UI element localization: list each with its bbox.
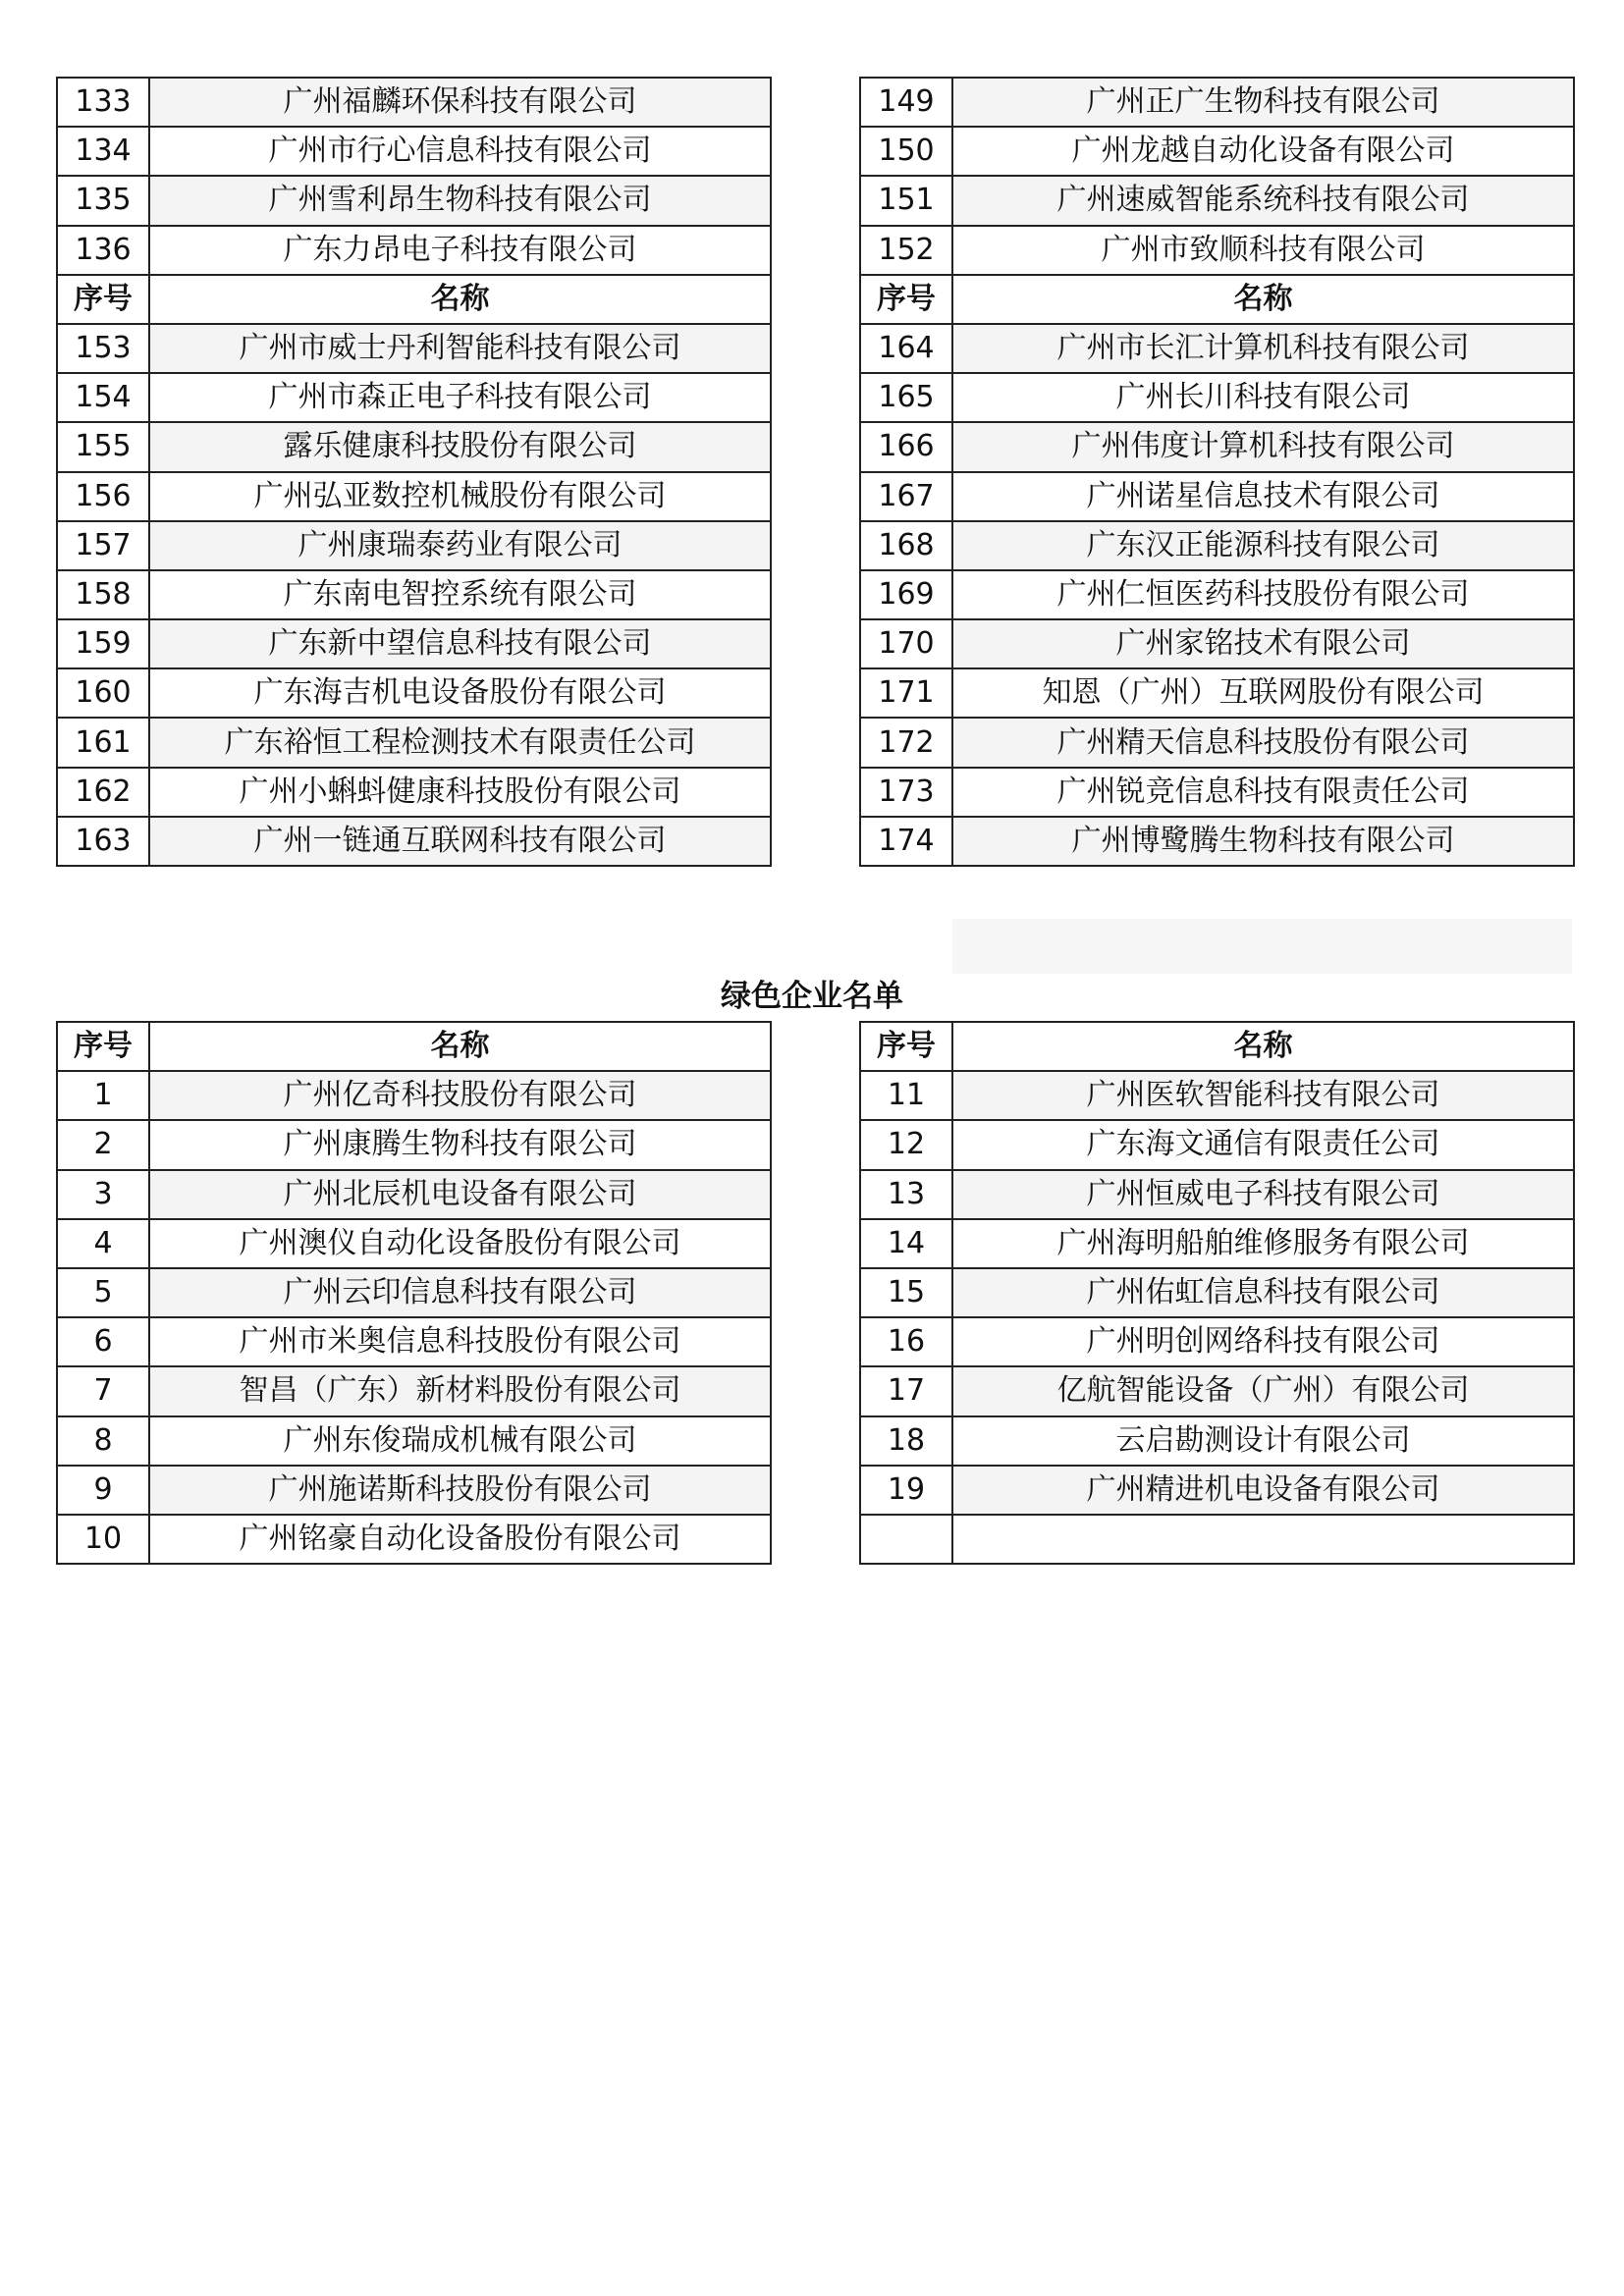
table-row — [57, 768, 771, 817]
table-row — [860, 127, 1574, 176]
row-number-cell: 173 — [860, 768, 952, 817]
company-name-cell: 露乐健康科技股份有限公司 — [149, 422, 771, 471]
row-number-cell: 3 — [57, 1170, 149, 1219]
company-name-cell: 广州铭豪自动化设备股份有限公司 — [149, 1515, 771, 1564]
table-row — [860, 1366, 1574, 1415]
table-row — [860, 521, 1574, 570]
table-row — [57, 226, 771, 275]
company-name-cell: 广州市行心信息科技有限公司 — [149, 127, 771, 176]
row-number-cell: 134 — [57, 127, 149, 176]
company-name-cell: 广东力昂电子科技有限公司 — [149, 226, 771, 275]
row-number-cell: 168 — [860, 521, 952, 570]
company-name-cell: 广州正广生物科技有限公司 — [952, 78, 1574, 127]
table-row — [860, 1416, 1574, 1466]
row-number-cell: 135 — [57, 176, 149, 225]
company-name-cell: 广州北辰机电设备有限公司 — [149, 1170, 771, 1219]
table-row — [57, 127, 771, 176]
table-row — [860, 1515, 1574, 1564]
company-name-cell: 广州云印信息科技有限公司 — [149, 1268, 771, 1317]
green-table-left — [56, 1021, 772, 1565]
enterprise-table-left — [56, 77, 772, 867]
row-number-cell: 11 — [860, 1071, 952, 1120]
row-number-cell: 163 — [57, 817, 149, 866]
column-header-name: 名称 — [952, 275, 1574, 324]
company-name-cell: 广东新中望信息科技有限公司 — [149, 619, 771, 668]
row-number-cell — [860, 1515, 952, 1564]
green-table-right — [859, 1021, 1575, 1565]
row-number-cell: 161 — [57, 718, 149, 767]
company-name-cell: 广州市长汇计算机科技有限公司 — [952, 324, 1574, 373]
table-row — [860, 422, 1574, 471]
company-name-cell: 广州家铭技术有限公司 — [952, 619, 1574, 668]
company-name-cell: 广州精进机电设备有限公司 — [952, 1466, 1574, 1515]
row-number-cell: 4 — [57, 1219, 149, 1268]
column-header-name: 名称 — [149, 1022, 771, 1071]
row-number-cell: 171 — [860, 668, 952, 718]
table-header-row — [57, 1022, 771, 1071]
table-row — [57, 472, 771, 521]
table-row — [57, 1170, 771, 1219]
green-table-left-body — [57, 1022, 771, 1564]
table-row — [57, 817, 771, 866]
table-row — [860, 619, 1574, 668]
row-number-cell: 167 — [860, 472, 952, 521]
row-number-cell: 155 — [57, 422, 149, 471]
company-name-cell: 广州福麟环保科技有限公司 — [149, 78, 771, 127]
row-number-cell: 2 — [57, 1120, 149, 1169]
row-number-cell: 157 — [57, 521, 149, 570]
table-header-row — [860, 1022, 1574, 1071]
row-number-cell: 8 — [57, 1416, 149, 1466]
table-row — [860, 1268, 1574, 1317]
row-number-cell: 1 — [57, 1071, 149, 1120]
company-name-cell: 亿航智能设备（广州）有限公司 — [952, 1366, 1574, 1415]
enterprise-table-right — [859, 77, 1575, 867]
table-row — [860, 373, 1574, 422]
row-number-cell: 154 — [57, 373, 149, 422]
table-row — [860, 1317, 1574, 1366]
company-name-cell: 广州明创网络科技有限公司 — [952, 1317, 1574, 1366]
company-name-cell: 广州精天信息科技股份有限公司 — [952, 718, 1574, 767]
row-number-cell: 169 — [860, 570, 952, 619]
company-name-cell: 广州长川科技有限公司 — [952, 373, 1574, 422]
company-name-cell: 广州市威士丹利智能科技有限公司 — [149, 324, 771, 373]
column-header-number: 序号 — [57, 1022, 149, 1071]
row-number-cell: 153 — [57, 324, 149, 373]
row-number-cell: 174 — [860, 817, 952, 866]
row-number-cell: 9 — [57, 1466, 149, 1515]
company-name-cell: 云启勘测设计有限公司 — [952, 1416, 1574, 1466]
row-number-cell: 13 — [860, 1170, 952, 1219]
table-header-row — [57, 275, 771, 324]
row-number-cell: 5 — [57, 1268, 149, 1317]
company-name-cell: 广东南电智控系统有限公司 — [149, 570, 771, 619]
row-number-cell: 158 — [57, 570, 149, 619]
table-row — [57, 570, 771, 619]
table-row — [57, 78, 771, 127]
company-name-cell: 广州博鹭腾生物科技有限公司 — [952, 817, 1574, 866]
company-name-cell: 广州龙越自动化设备有限公司 — [952, 127, 1574, 176]
green-enterprise-title: 绿色企业名单 — [721, 979, 903, 1014]
company-name-cell: 广州康瑞泰药业有限公司 — [149, 521, 771, 570]
table-row — [57, 1071, 771, 1120]
enterprise-table-left-body — [57, 78, 771, 866]
row-number-cell: 19 — [860, 1466, 952, 1515]
company-name-cell: 广州锐竞信息科技有限责任公司 — [952, 768, 1574, 817]
company-name-cell: 广州恒威电子科技有限公司 — [952, 1170, 1574, 1219]
table-row — [57, 324, 771, 373]
row-number-cell: 7 — [57, 1366, 149, 1415]
company-name-cell: 广州雪利昂生物科技有限公司 — [149, 176, 771, 225]
table-row — [57, 1466, 771, 1515]
table-row — [860, 570, 1574, 619]
table-row — [860, 1170, 1574, 1219]
company-name-cell: 广州弘亚数控机械股份有限公司 — [149, 472, 771, 521]
table-row — [860, 324, 1574, 373]
company-name-cell: 广州亿奇科技股份有限公司 — [149, 1071, 771, 1120]
column-header-number: 序号 — [860, 275, 952, 324]
row-number-cell: 17 — [860, 1366, 952, 1415]
row-number-cell: 166 — [860, 422, 952, 471]
company-name-cell — [952, 1515, 1574, 1564]
table-row — [57, 1120, 771, 1169]
row-number-cell: 156 — [57, 472, 149, 521]
table-row — [860, 472, 1574, 521]
table-row — [57, 1268, 771, 1317]
green-table-right-body — [860, 1022, 1574, 1564]
company-name-cell: 智昌（广东）新材料股份有限公司 — [149, 1366, 771, 1415]
company-name-cell: 广州施诺斯科技股份有限公司 — [149, 1466, 771, 1515]
company-name-cell: 广州市森正电子科技有限公司 — [149, 373, 771, 422]
row-number-cell: 162 — [57, 768, 149, 817]
row-number-cell: 133 — [57, 78, 149, 127]
column-header-name: 名称 — [952, 1022, 1574, 1071]
row-number-cell: 16 — [860, 1317, 952, 1366]
table-header-row — [860, 275, 1574, 324]
row-number-cell: 14 — [860, 1219, 952, 1268]
row-number-cell: 136 — [57, 226, 149, 275]
row-number-cell: 164 — [860, 324, 952, 373]
company-name-cell: 广州小蝌蚪健康科技股份有限公司 — [149, 768, 771, 817]
table-row — [57, 1317, 771, 1366]
company-name-cell: 广州一链通互联网科技有限公司 — [149, 817, 771, 866]
company-name-cell: 广州仁恒医药科技股份有限公司 — [952, 570, 1574, 619]
row-number-cell: 10 — [57, 1515, 149, 1564]
row-number-cell: 15 — [860, 1268, 952, 1317]
table-row — [57, 668, 771, 718]
company-name-cell: 广州康腾生物科技有限公司 — [149, 1120, 771, 1169]
table-row — [860, 78, 1574, 127]
table-row — [860, 768, 1574, 817]
company-name-cell: 广州速威智能系统科技有限公司 — [952, 176, 1574, 225]
company-name-cell: 广州诺星信息技术有限公司 — [952, 472, 1574, 521]
table-row — [860, 668, 1574, 718]
company-name-cell: 广东海吉机电设备股份有限公司 — [149, 668, 771, 718]
table-row — [57, 521, 771, 570]
company-name-cell: 广东汉正能源科技有限公司 — [952, 521, 1574, 570]
table-row — [860, 1071, 1574, 1120]
table-row — [860, 817, 1574, 866]
row-number-cell: 170 — [860, 619, 952, 668]
company-name-cell: 广州东俊瑞成机械有限公司 — [149, 1416, 771, 1466]
table-row — [57, 718, 771, 767]
company-name-cell: 广东裕恒工程检测技术有限责任公司 — [149, 718, 771, 767]
table-row — [57, 1416, 771, 1466]
row-number-cell: 152 — [860, 226, 952, 275]
company-name-cell: 广州澳仪自动化设备股份有限公司 — [149, 1219, 771, 1268]
column-header-name: 名称 — [149, 275, 771, 324]
company-name-cell: 广东海文通信有限责任公司 — [952, 1120, 1574, 1169]
row-number-cell: 150 — [860, 127, 952, 176]
table-row — [57, 1219, 771, 1268]
row-number-cell: 160 — [57, 668, 149, 718]
column-header-number: 序号 — [860, 1022, 952, 1071]
company-name-cell: 知恩（广州）互联网股份有限公司 — [952, 668, 1574, 718]
table-row — [860, 1466, 1574, 1515]
row-number-cell: 165 — [860, 373, 952, 422]
company-name-cell: 广州市致顺科技有限公司 — [952, 226, 1574, 275]
table-row — [57, 176, 771, 225]
table-row — [860, 718, 1574, 767]
row-number-cell: 6 — [57, 1317, 149, 1366]
company-name-cell: 广州海明船舶维修服务有限公司 — [952, 1219, 1574, 1268]
table-row — [57, 422, 771, 471]
row-number-cell: 149 — [860, 78, 952, 127]
row-number-cell: 172 — [860, 718, 952, 767]
row-number-cell: 12 — [860, 1120, 952, 1169]
table-row — [57, 373, 771, 422]
row-number-cell: 159 — [57, 619, 149, 668]
table-row — [57, 1366, 771, 1415]
table-row — [860, 176, 1574, 225]
row-number-cell: 151 — [860, 176, 952, 225]
row-number-cell: 18 — [860, 1416, 952, 1466]
column-header-number: 序号 — [57, 275, 149, 324]
table-row — [860, 1219, 1574, 1268]
table-row — [57, 619, 771, 668]
table-row — [57, 1515, 771, 1564]
enterprise-table-right-body — [860, 78, 1574, 866]
company-name-cell: 广州伟度计算机科技有限公司 — [952, 422, 1574, 471]
company-name-cell: 广州市米奥信息科技股份有限公司 — [149, 1317, 771, 1366]
table-row — [860, 226, 1574, 275]
company-name-cell: 广州佑虹信息科技有限公司 — [952, 1268, 1574, 1317]
company-name-cell: 广州医软智能科技有限公司 — [952, 1071, 1574, 1120]
table-row — [860, 1120, 1574, 1169]
shaded-gap — [952, 919, 1572, 974]
